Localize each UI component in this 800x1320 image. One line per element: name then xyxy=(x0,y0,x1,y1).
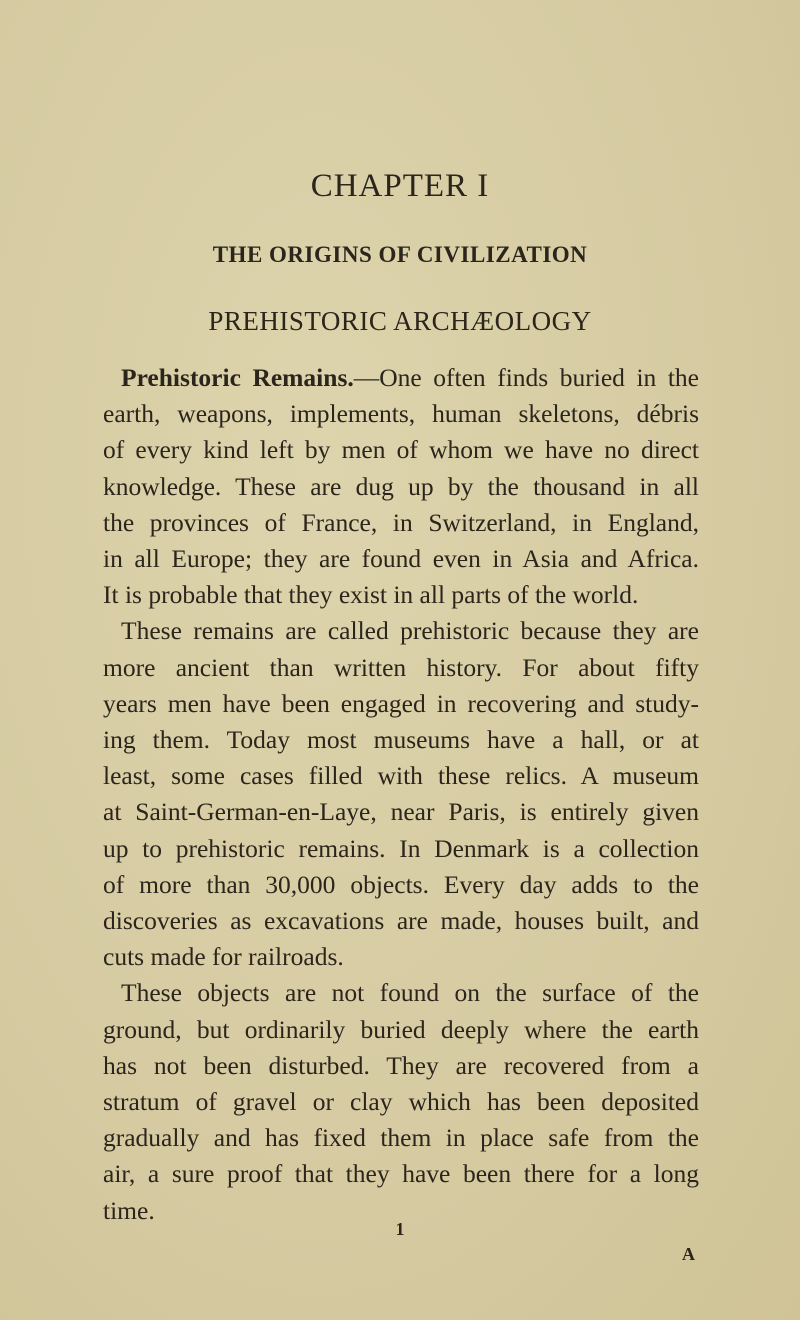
text-line: time. xyxy=(103,1195,155,1225)
text-line: of more than 30,000 objects. Every day adds to the xyxy=(103,869,699,899)
chapter-title: THE ORIGINS OF CIVILIZATION xyxy=(212,242,588,267)
page-number: 1 xyxy=(395,1219,405,1239)
text-line: discoveries as excavations are made, houses built, and xyxy=(103,906,699,936)
section-heading: PREHISTORIC ARCHÆOLOGY xyxy=(208,306,592,336)
text-line: It is probable that they exist in all parts of the world. xyxy=(103,580,639,610)
text-line: the provinces of France, in Switzerland, in England, xyxy=(103,507,699,537)
body-text xyxy=(103,360,699,1229)
text-line: stratum of gravel or clay which has been deposited xyxy=(103,1087,699,1117)
paragraph-lead: Prehistoric Remains. xyxy=(121,363,354,392)
text-line: more ancient than written history. For about fifty xyxy=(103,652,699,682)
text-line: earth, weapons, implements, human skeletons, débris xyxy=(103,399,699,429)
signature-mark: A xyxy=(682,1244,695,1264)
text-line: ing them. Today most museums have a hall, or at xyxy=(103,725,699,755)
text-line: up to prehistoric remains. In Denmark is a collection xyxy=(103,833,699,863)
text-line: years men have been engaged in recovering and study- xyxy=(103,688,699,718)
text-line: at Saint-German-en-Laye, near Paris, is entirely given xyxy=(103,797,699,827)
text-line: These objects are not found on the surface of the xyxy=(121,978,699,1008)
text-line: air, a sure proof that they have been there for a long xyxy=(103,1159,699,1189)
text-line: of every kind left by men of whom we have no direct xyxy=(103,435,699,465)
text-line: ground, but ordinarily buried deeply where the earth xyxy=(103,1014,699,1044)
text-line: least, some cases filled with these relics. A museum xyxy=(103,761,699,791)
text-line: cuts made for railroads. xyxy=(103,942,344,972)
text-line: gradually and has fixed them in place safe from the xyxy=(103,1123,699,1153)
text-line: in all Europe; they are found even in Asia and Africa. xyxy=(103,544,699,574)
text-line: Prehistoric Remains.—One often finds buried in the xyxy=(121,363,699,392)
chapter-heading: CHAPTER I xyxy=(310,168,490,204)
text-line: has not been disturbed. They are recovered from a xyxy=(103,1050,699,1080)
text-line: These remains are called prehistoric because they are xyxy=(121,616,699,646)
text-line: knowledge. These are dug up by the thousand in all xyxy=(103,471,699,501)
